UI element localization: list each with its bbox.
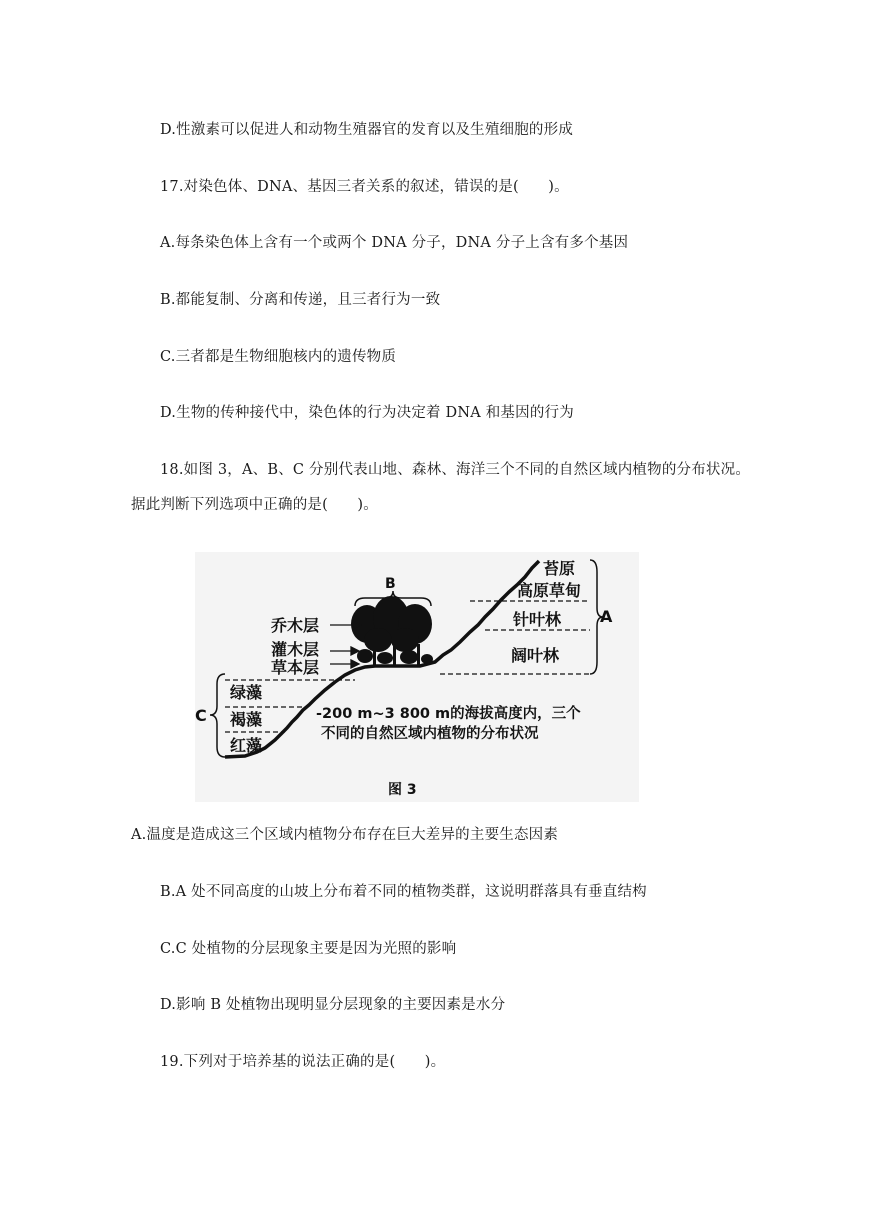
question-18-line2: 据此判断下列选项中正确的是( )。 bbox=[131, 497, 378, 513]
figure-note-line2: 不同的自然区域内植物的分布状况 bbox=[321, 726, 539, 742]
figure-caption: 图 3 bbox=[388, 782, 417, 798]
figure-note-line1: -200 m~3 800 m的海拔高度内，三个 bbox=[316, 706, 581, 722]
sea-red-algae: 红藻 bbox=[230, 736, 263, 755]
layer-tree: 乔木层 bbox=[271, 616, 320, 635]
option-b-q17: B.都能复制、分离和传递，且三者行为一致 bbox=[160, 292, 441, 308]
vegetation-distribution-figure bbox=[195, 552, 639, 802]
option-c-q17: C.三者都是生物细胞核内的遗传物质 bbox=[160, 349, 397, 365]
sea-green-algae: 绿藻 bbox=[230, 683, 263, 702]
option-d-q17: D.生物的传种接代中，染色体的行为决定着 DNA 和基因的行为 bbox=[160, 405, 574, 421]
option-d-q16: D.性激素可以促进人和动物生殖器官的发育以及生殖细胞的形成 bbox=[160, 122, 574, 138]
option-d-q18: D.影响 B 处植物出现明显分层现象的主要因素是水分 bbox=[160, 997, 506, 1013]
layer-herb: 草本层 bbox=[271, 658, 320, 677]
label-c: C bbox=[195, 706, 207, 725]
sea-brown-algae: 褐藻 bbox=[230, 710, 263, 729]
layer-shrub: 灌木层 bbox=[271, 640, 320, 659]
question-19: 19.下列对于培养基的说法正确的是( )。 bbox=[160, 1054, 446, 1070]
option-c-q18: C.C 处植物的分层现象主要是因为光照的影响 bbox=[160, 941, 457, 957]
figure-svg bbox=[195, 552, 639, 802]
zone-meadow: 高原草甸 bbox=[517, 581, 582, 600]
option-b-q18: B.A 处不同高度的山坡上分布着不同的植物类群，这说明群落具有垂直结构 bbox=[160, 884, 647, 900]
question-18-line1: 18.如图 3，A、B、C 分别代表山地、森林、海洋三个不同的自然区域内植物的分布状况。 bbox=[160, 462, 751, 478]
zone-broadleaf: 阔叶林 bbox=[511, 646, 560, 665]
option-a-q17: A.每条染色体上含有一个或两个 DNA 分子，DNA 分子上含有多个基因 bbox=[160, 235, 629, 251]
zone-tundra: 苔原 bbox=[543, 559, 576, 578]
option-a-q18: A.温度是造成这三个区域内植物分布存在巨大差异的主要生态因素 bbox=[131, 827, 559, 843]
label-a: A bbox=[600, 607, 613, 626]
zone-conifer: 针叶林 bbox=[513, 610, 562, 629]
label-b: B bbox=[385, 576, 396, 592]
question-17: 17.对染色体、DNA、基因三者关系的叙述，错误的是( )。 bbox=[160, 179, 569, 195]
